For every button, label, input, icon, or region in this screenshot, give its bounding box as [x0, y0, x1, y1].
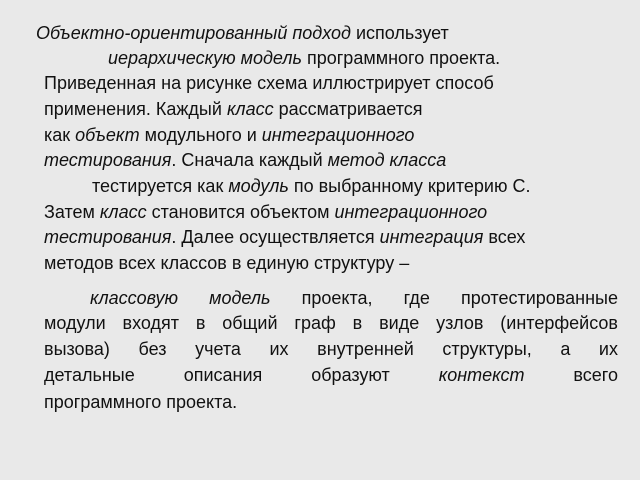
text-line: классовую модель проекта, где протестированные: [90, 288, 618, 308]
text-line: тестирования. Далее осуществляется интеграция всех: [44, 227, 526, 247]
text-line: программного проекта.: [44, 392, 238, 412]
text-line: применения. Каждый класс рассматривается: [44, 99, 423, 119]
text-line: иерархическую модель программного проекта.: [108, 48, 501, 68]
text-line: как объект модульного и интеграционного: [44, 125, 415, 145]
text-line: вызова) без учета их внутренней структуры, а их: [44, 339, 618, 359]
text-line: детальные описания образуют контекст всего: [44, 365, 618, 385]
text-line: методов всех классов в единую структуру –: [44, 253, 410, 273]
text-line: Объектно-ориентированный подход использует: [36, 23, 449, 43]
text-line: модули входят в общий граф в виде узлов (интерфейсов: [44, 313, 618, 333]
text-line: Затем класс становится объектом интеграционного: [44, 202, 488, 222]
text-line: Приведенная на рисунке схема иллюстрирует способ: [44, 73, 494, 93]
text-line: тестирования. Сначала каждый метод класса: [44, 150, 447, 170]
text-line: тестируется как модуль по выбранному критерию C.: [92, 176, 531, 196]
